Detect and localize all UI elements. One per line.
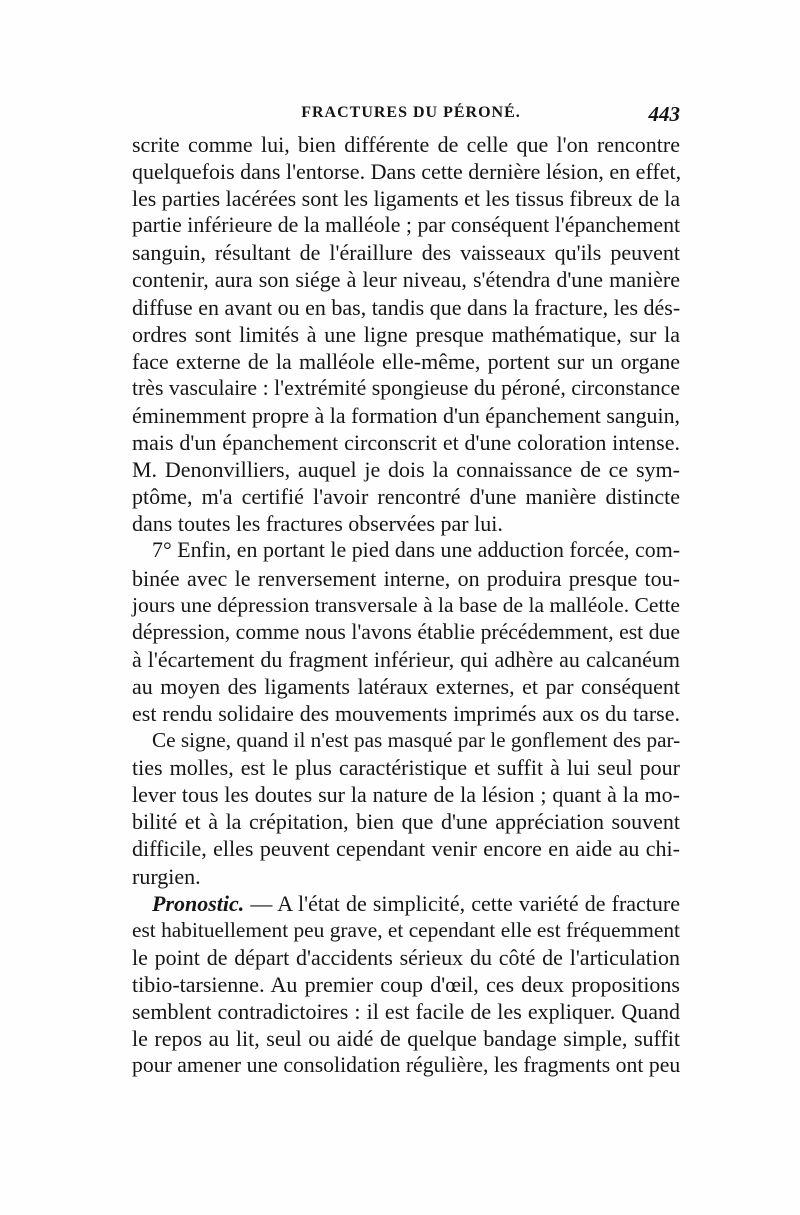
text-line: scrite comme lui, bien différente de celle que l'on rencontre <box>132 132 680 157</box>
text-line: quelquefois dans l'entorse. Dans cette dernière lésion, en effet, <box>132 159 682 185</box>
text-line: est habituellement peu grave, et cependant elle est fréquemment <box>132 917 680 942</box>
text-line: à l'écartement du fragment inférieur, qui adhère au calcanéum <box>132 646 680 672</box>
text-line: jours une dépression transversale à la base de la malléole. Cette <box>132 592 680 617</box>
text-line: dans toutes les fractures observées par lui. <box>132 511 503 537</box>
text-line: face externe de la malléole elle-même, portent sur un organe <box>132 348 680 374</box>
text-line: sanguin, résultant de l'éraillure des vaisseaux qu'ils peuvent <box>132 240 680 266</box>
text-line: M. Denonvilliers, auquel je dois la connaissance de ce sym- <box>132 457 680 483</box>
text-line: le point de départ d'accidents sérieux du côté de l'articulation <box>132 944 680 970</box>
text-line: bilité et à la crépitation, bien que d'une appréciation souvent <box>132 809 680 835</box>
text-line: ordres sont limités à une ligne presque mathématique, sur la <box>132 321 680 347</box>
text-line: lever tous les doutes sur la nature de la lésion ; quant à la mo- <box>132 782 680 808</box>
text-line: binée avec le renversement interne, on produira presque tou- <box>132 565 680 591</box>
text-line: diffuse en avant ou en bas, tandis que dans la fracture, les dés- <box>132 294 681 320</box>
text-line: les parties lacérées sont les ligaments et les tissus fibreux de la <box>132 186 681 212</box>
page-number: 443 <box>648 102 680 126</box>
text-line: rurgien. <box>132 863 201 889</box>
text-line: au moyen des ligaments latéraux externes, et par conséquent <box>132 673 680 699</box>
text-line: ties molles, est le plus caractéristique et suffit à lui seul pour <box>132 755 680 781</box>
text-line: semblent contradictoires : il est facile de les expliquer. Quand <box>132 999 680 1024</box>
text-line: très vasculaire : l'extrémité spongieuse du péroné, circonstance <box>132 375 680 400</box>
text-line: difficile, elles peuvent cependant venir encore en aide au chi- <box>132 836 680 862</box>
text-line: ptôme, m'a certifié l'avoir rencontré d'une manière distincte <box>132 484 680 510</box>
body-text <box>132 131 680 1079</box>
text-line: mais d'un épanchement circonscrit et d'une coloration intense. <box>132 430 680 456</box>
text-line: pour amener une consolidation régulière, les fragments ont peu <box>132 1053 681 1078</box>
text-line: Ce signe, quand il n'est pas masqué par le gonflement des par- <box>152 728 681 753</box>
text-line: tibio-tarsienne. Au premier coup d'œil, ces deux propositions <box>132 971 680 997</box>
text-line: éminemment propre à la formation d'un épanchement sanguin, <box>132 402 680 428</box>
text-line-rest: — A l'état de simplicité, cette variété de fracture <box>250 890 681 916</box>
text-line: le repos au lit, seul ou aidé de quelque bandage simple, suffit <box>132 1026 680 1052</box>
text-line: partie inférieure de la malléole ; par conséquent l'épanchement <box>132 213 681 238</box>
text-line: contenir, aura son siége à leur niveau, s'étendra d'une manière <box>132 267 680 293</box>
text-line <box>132 890 680 917</box>
text-line: est rendu solidaire des mouvements imprimés aux os du tarse. <box>132 700 680 726</box>
running-head <box>132 104 680 130</box>
text-line: dépression, comme nous l'avons établie précédemment, est due <box>132 619 680 644</box>
running-title: FRACTURES DU PÉRONÉ. <box>301 104 521 121</box>
text-line: 7° Enfin, en portant le pied dans une adduction forcée, com- <box>152 538 680 563</box>
pronostic-label: Pronostic. <box>152 890 245 916</box>
